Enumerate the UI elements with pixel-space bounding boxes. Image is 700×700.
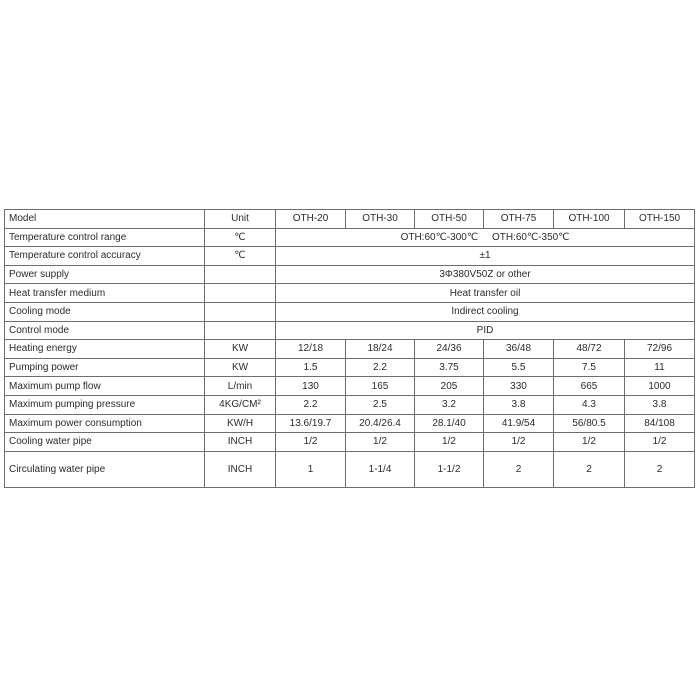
cell-value: 48/72 — [554, 340, 625, 359]
row-shared-value: PID — [276, 321, 695, 340]
cell-value: 84/108 — [625, 414, 695, 433]
cell-value: 72/96 — [625, 340, 695, 359]
header-row — [5, 210, 695, 229]
row-unit — [205, 265, 276, 284]
cell-value: 2.2 — [346, 358, 415, 377]
row-label: Cooling water pipe — [5, 433, 205, 452]
header-model-oth-150: OTH-150 — [625, 210, 695, 229]
row-unit: KW — [205, 340, 276, 359]
cell-value: 12/18 — [276, 340, 346, 359]
row-unit: ℃ — [205, 247, 276, 266]
cell-value: 1/2 — [625, 433, 695, 452]
cell-value: 1/2 — [346, 433, 415, 452]
row-label: Maximum pump flow — [5, 377, 205, 396]
cell-value: 665 — [554, 377, 625, 396]
row-shared-value: Indirect cooling — [276, 302, 695, 321]
header-unit-label: Unit — [205, 210, 276, 229]
table-row — [5, 377, 695, 396]
cell-value: 18/24 — [346, 340, 415, 359]
table-row — [5, 247, 695, 266]
cell-value: 2 — [554, 451, 625, 487]
row-unit — [205, 284, 276, 303]
cell-value: 7.5 — [554, 358, 625, 377]
row-shared-value: 3Φ380V50Z or other — [276, 265, 695, 284]
row-label: Cooling mode — [5, 302, 205, 321]
cell-value: 41.9/54 — [484, 414, 554, 433]
cell-value: 3.8 — [484, 395, 554, 414]
table-row — [5, 451, 695, 487]
header-model-oth-20: OTH-20 — [276, 210, 346, 229]
row-label: Maximum power consumption — [5, 414, 205, 433]
row-shared-value: ±1 — [276, 247, 695, 266]
row-label: Heating energy — [5, 340, 205, 359]
row-shared-value: OTH:60℃-300℃ OTH:60℃-350℃ — [276, 228, 695, 247]
table-row — [5, 284, 695, 303]
table-row — [5, 265, 695, 284]
cell-value: 2 — [484, 451, 554, 487]
row-label: Pumping power — [5, 358, 205, 377]
cell-value: 1-1/4 — [346, 451, 415, 487]
cell-value: 13.6/19.7 — [276, 414, 346, 433]
cell-value: 5.5 — [484, 358, 554, 377]
cell-value: 20.4/26.4 — [346, 414, 415, 433]
row-unit: INCH — [205, 433, 276, 452]
cell-value: 2.2 — [276, 395, 346, 414]
cell-value: 36/48 — [484, 340, 554, 359]
row-unit: ℃ — [205, 228, 276, 247]
cell-value: 1/2 — [276, 433, 346, 452]
table-row — [5, 340, 695, 359]
header-model-oth-30: OTH-30 — [346, 210, 415, 229]
cell-value: 24/36 — [415, 340, 484, 359]
row-label: Temperature control accuracy — [5, 247, 205, 266]
row-shared-value: Heat transfer oil — [276, 284, 695, 303]
row-label: Circulating water pipe — [5, 451, 205, 487]
cell-value: 4.3 — [554, 395, 625, 414]
cell-value: 1/2 — [415, 433, 484, 452]
specification-table — [4, 209, 695, 488]
row-label: Power supply — [5, 265, 205, 284]
cell-value: 3.75 — [415, 358, 484, 377]
cell-value: 1.5 — [276, 358, 346, 377]
table-row — [5, 414, 695, 433]
cell-value: 1000 — [625, 377, 695, 396]
cell-value: 165 — [346, 377, 415, 396]
row-unit — [205, 321, 276, 340]
row-label: Heat transfer medium — [5, 284, 205, 303]
cell-value: 1/2 — [484, 433, 554, 452]
cell-value: 28.1/40 — [415, 414, 484, 433]
table-row — [5, 433, 695, 452]
cell-value: 130 — [276, 377, 346, 396]
row-unit: 4KG/CM² — [205, 395, 276, 414]
table-row — [5, 358, 695, 377]
row-label: Maximum pumping pressure — [5, 395, 205, 414]
row-label: Control mode — [5, 321, 205, 340]
cell-value: 56/80.5 — [554, 414, 625, 433]
row-unit: KW — [205, 358, 276, 377]
cell-value: 1-1/2 — [415, 451, 484, 487]
row-unit — [205, 302, 276, 321]
header-model-oth-100: OTH-100 — [554, 210, 625, 229]
cell-value: 11 — [625, 358, 695, 377]
cell-value: 330 — [484, 377, 554, 396]
row-unit: INCH — [205, 451, 276, 487]
cell-value: 1 — [276, 451, 346, 487]
header-model-oth-75: OTH-75 — [484, 210, 554, 229]
cell-value: 3.8 — [625, 395, 695, 414]
header-model-oth-50: OTH-50 — [415, 210, 484, 229]
cell-value: 3.2 — [415, 395, 484, 414]
table-row — [5, 321, 695, 340]
header-model-label: Model — [5, 210, 205, 229]
cell-value: 1/2 — [554, 433, 625, 452]
cell-value: 2 — [625, 451, 695, 487]
cell-value: 205 — [415, 377, 484, 396]
table-row — [5, 302, 695, 321]
row-unit: L/min — [205, 377, 276, 396]
cell-value: 2.5 — [346, 395, 415, 414]
table-body — [5, 210, 695, 488]
row-unit: KW/H — [205, 414, 276, 433]
row-label: Temperature control range — [5, 228, 205, 247]
table-row — [5, 395, 695, 414]
table-row — [5, 228, 695, 247]
